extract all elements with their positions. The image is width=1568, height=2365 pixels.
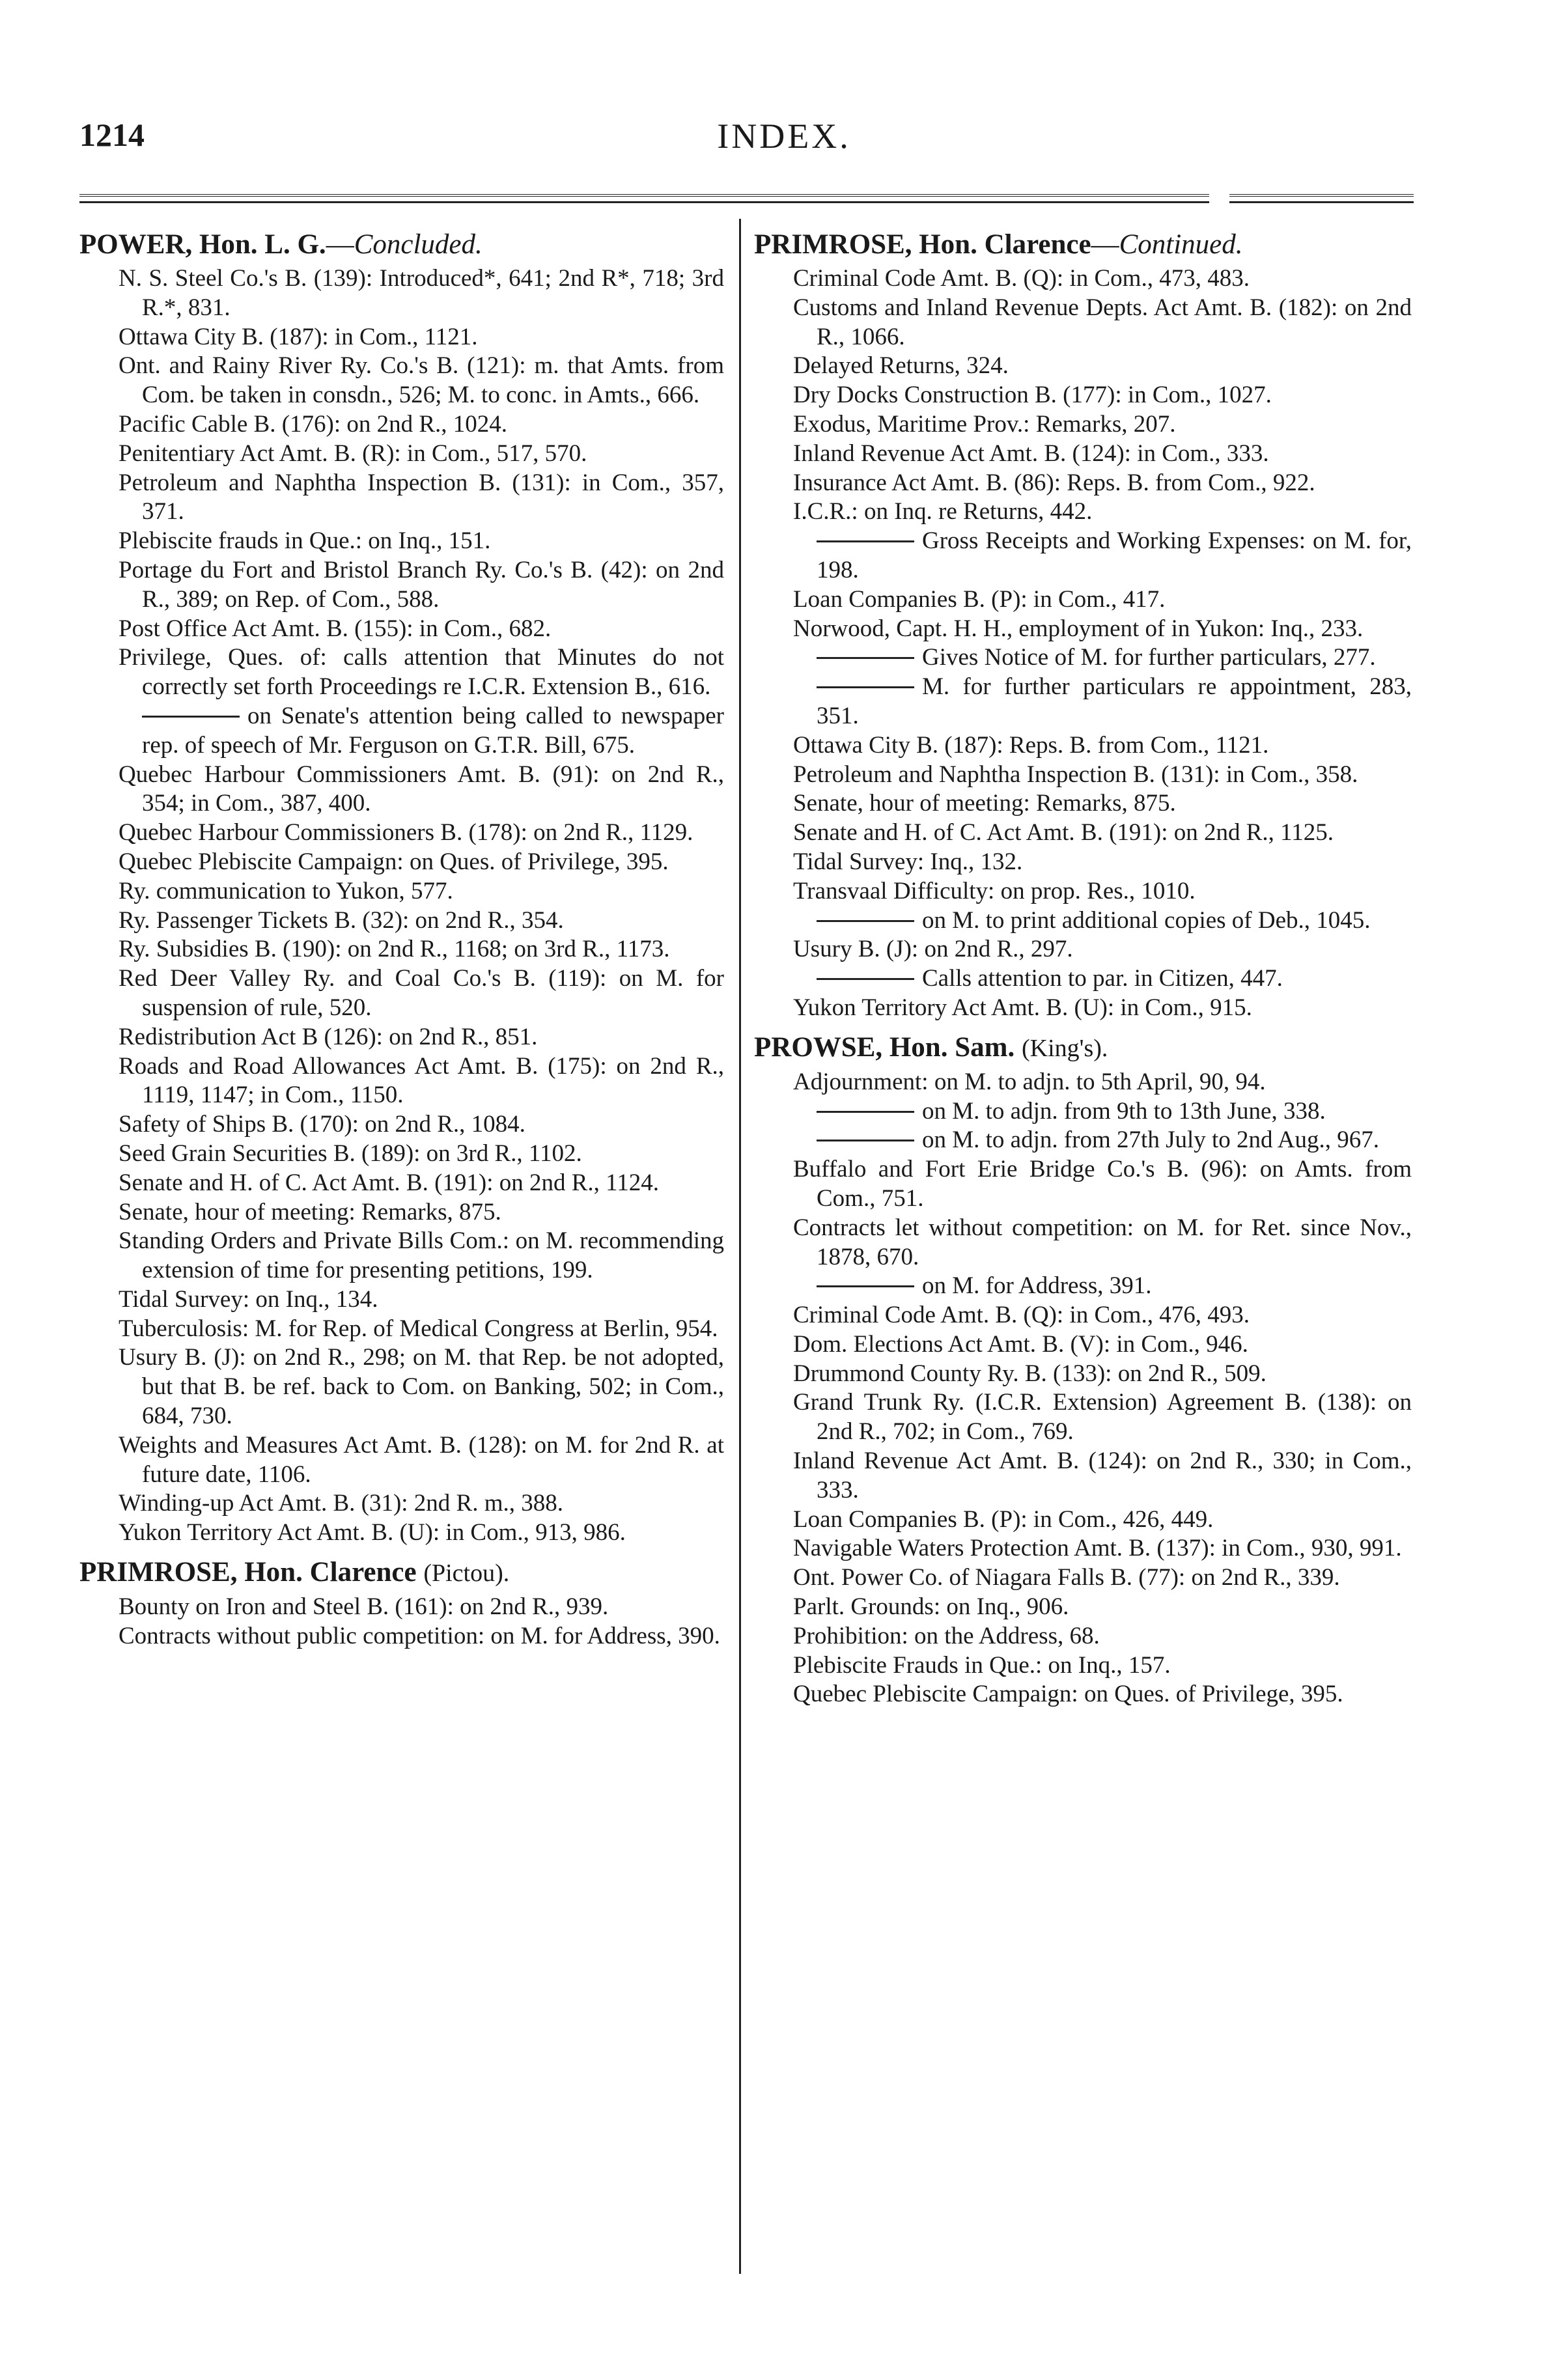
entry-text: Gives Notice of M. for further particulars, 277. — [922, 644, 1376, 671]
page-number: 1214 — [79, 117, 145, 153]
index-entry: Contracts without public competition: on M. for Address, 390. — [119, 1622, 720, 1649]
index-entry: Ottawa City B. (187): Reps. B. from Com., 1121. — [793, 731, 1269, 759]
ditto-rule — [817, 657, 914, 659]
ditto-rule — [817, 1285, 914, 1287]
index-entry: Redistribution Act B (126): on 2nd R., 851. — [119, 1023, 538, 1050]
index-entry: Delayed Returns, 324. — [793, 352, 1009, 380]
section-heading — [754, 225, 1412, 264]
index-entry: Ry. communication to Yukon, 577. — [119, 877, 453, 904]
index-entry: Bounty on Iron and Steel B. (161): on 2nd R., 939. — [119, 1593, 609, 1621]
index-entry: Senate, hour of meeting: Remarks, 875. — [119, 1198, 501, 1225]
constituency: (King's). — [1021, 1034, 1108, 1062]
index-entry: Ont. Power Co. of Niagara Falls B. (77): on 2nd R., 339. — [793, 1564, 1340, 1591]
index-entry: N. S. Steel Co.'s B. (139): Introduced*, 641; 2nd R*, 718; 3rd R.*, 831. — [119, 265, 724, 321]
index-entry: Drummond County Ry. B. (133): on 2nd R., 509. — [793, 1360, 1267, 1387]
entry-text: Calls attention to par. in Citizen, 447. — [922, 965, 1283, 992]
index-entry: Seed Grain Securities B. (189): on 3rd R., 1102. — [119, 1140, 582, 1167]
index-entry: Buffalo and Fort Erie Bridge Co.'s B. (96): on Amts. from Com., 751. — [793, 1156, 1412, 1212]
index-subentry — [754, 1097, 1412, 1127]
index-subentry — [754, 527, 1412, 585]
index-entry: Weights and Measures Act Amt. B. (128): on M. for 2nd R. at future date, 1106. — [119, 1431, 724, 1488]
index-entry: Tuberculosis: M. for Rep. of Medical Congress at Berlin, 954. — [119, 1315, 718, 1342]
index-entry: Portage du Fort and Bristol Branch Ry. Co.'s B. (42): on 2nd R., 389; on Rep. of Com., 588. — [119, 556, 724, 613]
index-subentry — [754, 643, 1412, 673]
ditto-rule — [817, 1111, 914, 1113]
continuation-note: Concluded. — [354, 229, 483, 260]
index-entry: Tidal Survey: on Inq., 134. — [119, 1285, 378, 1313]
index-entry: Parlt. Grounds: on Inq., 906. — [793, 1593, 1069, 1621]
index-entry: Senate and H. of C. Act Amt. B. (191): on 2nd R., 1125. — [793, 819, 1334, 847]
constituency: (Pictou). — [423, 1560, 510, 1588]
index-entry: Penitentiary Act Amt. B. (R): in Com., 517, 570. — [119, 440, 587, 467]
entry-text: M. for further particulars re appointment, 283, 351. — [817, 673, 1412, 729]
index-subentry — [754, 964, 1412, 994]
ditto-rule — [817, 686, 914, 688]
person-name: PRIMROSE, Hon. Clarence — [754, 229, 1091, 260]
index-entry: Exodus, Maritime Prov.: Remarks, 207. — [793, 410, 1176, 438]
running-title: INDEX. — [717, 117, 851, 156]
index-entry: Ry. Subsidies B. (190): on 2nd R., 1168; on 3rd R., 1173. — [119, 936, 670, 963]
index-entry: Quebec Plebiscite Campaign: on Ques. of Privilege, 395. — [119, 848, 669, 875]
entry-text: on M. to adjn. from 9th to 13th June, 338. — [922, 1097, 1326, 1125]
index-entry: Transvaal Difficulty: on prop. Res., 1010. — [793, 877, 1196, 904]
index-entry: Ry. Passenger Tickets B. (32): on 2nd R., 354. — [119, 906, 564, 934]
left-column — [79, 220, 724, 1651]
heading-separator: — — [1091, 229, 1119, 260]
index-subentry — [754, 1272, 1412, 1301]
index-subentry — [754, 906, 1412, 936]
index-entry: Plebiscite frauds in Que.: on Inq., 151. — [119, 527, 491, 555]
ditto-rule — [817, 1140, 914, 1141]
index-entry: Plebiscite Frauds in Que.: on Inq., 157. — [793, 1651, 1171, 1679]
section-heading — [79, 225, 724, 264]
index-entry: Senate and H. of C. Act Amt. B. (191): on 2nd R., 1124. — [119, 1169, 660, 1196]
index-entry: Grand Trunk Ry. (I.C.R. Extension) Agreement B. (138): on 2nd R., 702; in Com., 769. — [793, 1389, 1412, 1446]
index-entry: Roads and Road Allowances Act Amt. B. (175): on 2nd R., 1119, 1147; in Com., 1150. — [119, 1052, 724, 1109]
index-entry: Adjournment: on M. to adjn. to 5th April, 90, 94. — [793, 1068, 1266, 1095]
index-entry: Privilege, Ques. of: calls attention that Minutes do not correctly set forth Proceedings re I.C.R. Extension B., 616. — [119, 644, 724, 701]
index-entry: Quebec Harbour Commissioners Amt. B. (91): on 2nd R., 354; in Com., 387, 400. — [119, 761, 724, 817]
index-entry: Navigable Waters Protection Amt. B. (137): in Com., 930, 991. — [793, 1535, 1402, 1562]
entry-text: Gross Receipts and Working Expenses: on M. for, 198. — [817, 527, 1412, 583]
index-entry: Usury B. (J): on 2nd R., 298; on M. that Rep. be not adopted, but that B. be ref. back to Com. on Banking, 502; in Com., 684, 730. — [119, 1344, 724, 1430]
index-entry: Dom. Elections Act Amt. B. (V): in Com., 946. — [793, 1330, 1248, 1358]
entry-text: on M. to adjn. from 27th July to 2nd Aug., 967. — [922, 1127, 1379, 1154]
index-entry: Quebec Plebiscite Campaign: on Ques. of Privilege, 395. — [793, 1681, 1343, 1708]
index-entry: Prohibition: on the Address, 68. — [793, 1622, 1100, 1649]
ditto-rule — [817, 540, 914, 542]
index-entry: Criminal Code Amt. B. (Q): in Com., 476, 493. — [793, 1302, 1250, 1329]
entry-text: on Senate's attention being called to newspaper rep. of speech of Mr. Ferguson on G.T.R. Bill, 675. — [142, 702, 724, 759]
right-column — [754, 220, 1412, 1709]
section-heading — [754, 1028, 1412, 1068]
column-divider — [739, 219, 741, 2274]
person-name: PRIMROSE, Hon. Clarence — [79, 1557, 417, 1588]
index-entry: Pacific Cable B. (176): on 2nd R., 1024. — [119, 410, 508, 438]
section-heading — [79, 1553, 724, 1593]
index-entry: Criminal Code Amt. B. (Q): in Com., 473, 483. — [793, 265, 1250, 292]
index-entry: Usury B. (J): on 2nd R., 297. — [793, 936, 1073, 963]
ditto-rule — [817, 920, 914, 922]
entry-text: on M. to print additional copies of Deb., 1045. — [922, 906, 1371, 934]
index-entry: Inland Revenue Act Amt. B. (124): on 2nd R., 330; in Com., 333. — [793, 1448, 1412, 1504]
header-rule-left — [79, 194, 1209, 203]
index-entry: Contracts let without competition: on M. for Ret. since Nov., 1878, 670. — [793, 1214, 1412, 1270]
index-subentry — [754, 673, 1412, 731]
index-entry: Loan Companies B. (P): in Com., 417. — [793, 585, 1166, 613]
person-name: PROWSE, Hon. Sam. — [754, 1031, 1015, 1063]
index-entry: Tidal Survey: Inq., 132. — [793, 848, 1023, 875]
index-entry: Loan Companies B. (P): in Com., 426, 449. — [793, 1505, 1214, 1533]
index-entry: Safety of Ships B. (170): on 2nd R., 1084. — [119, 1111, 525, 1138]
index-entry: Inland Revenue Act Amt. B. (124): in Com., 333. — [793, 440, 1269, 467]
index-entry: Petroleum and Naphtha Inspection B. (131): in Com., 358. — [793, 761, 1358, 788]
ditto-rule — [142, 716, 240, 718]
header-rule-right — [1229, 194, 1414, 203]
index-entry: Red Deer Valley Ry. and Coal Co.'s B. (119): on M. for suspension of rule, 520. — [119, 965, 724, 1021]
index-entry: Ottawa City B. (187): in Com., 1121. — [119, 323, 478, 350]
index-entry: Insurance Act Amt. B. (86): Reps. B. from Com., 922. — [793, 469, 1315, 496]
index-entry: Standing Orders and Private Bills Com.: on M. recommending extension of time for presenting petitions, 199. — [119, 1227, 724, 1284]
index-entry: I.C.R.: on Inq. re Returns, 442. — [793, 498, 1093, 525]
index-subentry — [754, 1126, 1412, 1155]
index-entry: Senate, hour of meeting: Remarks, 875. — [793, 790, 1176, 817]
index-entry: Customs and Inland Revenue Depts. Act Amt. B. (182): on 2nd R., 1066. — [793, 294, 1412, 350]
index-entry: Dry Docks Construction B. (177): in Com., 1027. — [793, 382, 1272, 409]
person-name: POWER, Hon. L. G. — [79, 229, 326, 260]
index-entry: Yukon Territory Act Amt. B. (U): in Com., 913, 986. — [119, 1519, 626, 1546]
index-subentry — [79, 702, 724, 761]
index-entry: Yukon Territory Act Amt. B. (U): in Com., 915. — [793, 994, 1252, 1021]
continuation-note: Continued. — [1119, 229, 1243, 260]
heading-separator: — — [326, 229, 354, 260]
entry-text: on M. for Address, 391. — [922, 1272, 1152, 1300]
index-entry: Ont. and Rainy River Ry. Co.'s B. (121): m. that Amts. from Com. be taken in consdn., 526; M. to conc. in Amts., 666. — [119, 352, 724, 409]
index-entry: Winding-up Act Amt. B. (31): 2nd R. m., 388. — [119, 1490, 564, 1517]
index-entry: Norwood, Capt. H. H., employment of in Yukon: Inq., 233. — [793, 615, 1364, 642]
index-entry: Post Office Act Amt. B. (155): in Com., 682. — [119, 615, 552, 642]
ditto-rule — [817, 978, 914, 980]
index-entry: Quebec Harbour Commissioners B. (178): on 2nd R., 1129. — [119, 819, 693, 847]
index-entry: Petroleum and Naphtha Inspection B. (131): in Com., 357, 371. — [119, 469, 724, 525]
